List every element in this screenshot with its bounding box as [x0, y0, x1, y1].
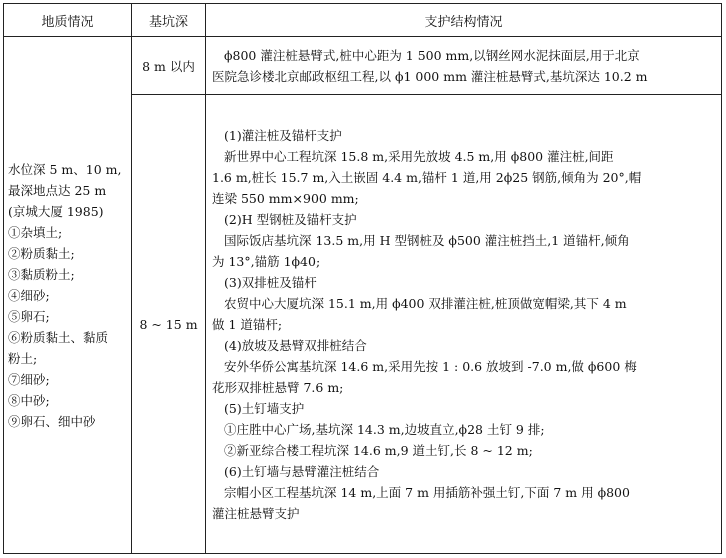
support-cell	[206, 37, 722, 95]
geology-line: ⑤卵石;	[8, 308, 50, 324]
header-support: 支护结构情况	[206, 4, 722, 37]
header-row	[4, 4, 722, 37]
geology-cell	[4, 37, 132, 554]
geology-line: ⑥粉质黏土、黏质	[8, 329, 109, 345]
geology-line: (京城大厦 1985)	[8, 203, 104, 219]
support-heading: (5)土钉墙支护	[224, 400, 305, 416]
support-heading: (3)双排桩及锚杆	[224, 274, 317, 290]
support-cell	[206, 95, 722, 554]
support-line: ϕ800 灌注桩悬臂式,桩中心距为 1 500 mm,以钢丝网水泥抹面层,用于北京	[224, 47, 640, 63]
support-line: 1.6 m,桩长 15.7 m,入土嵌固 4.4 m,锚杆 1 道,用 2ϕ25 钢筋,倾角为 20°,帽	[212, 169, 642, 185]
geology-line: 粉土;	[8, 350, 38, 366]
support-structure-table	[3, 3, 722, 554]
geology-line: ①杂填土;	[8, 224, 63, 240]
support-heading: (4)放坡及悬臂双排桩结合	[224, 337, 367, 353]
support-heading: (1)灌注桩及锚杆支护	[224, 127, 342, 143]
depth-cell: 8 ~ 15 m	[132, 95, 206, 554]
header-geology: 地质情况	[4, 4, 132, 37]
geology-line: 最深地点达 25 m	[8, 182, 107, 198]
support-line: 医院急诊楼北京邮政枢纽工程,以 ϕ1 000 mm 灌注桩悬臂式,基坑深达 10.2 m	[212, 68, 648, 84]
table-row	[4, 37, 722, 95]
support-line: 花形双排桩悬臂 7.6 m;	[212, 379, 344, 395]
support-heading: (6)土钉墙与悬臂灌注桩结合	[224, 463, 380, 479]
support-line: 安外华侨公寓基坑深 14.6 m,采用先按 1 : 0.6 放坡到 -7.0 m,做 ϕ600 梅	[224, 358, 637, 374]
support-line: 新世界中心工程坑深 15.8 m,采用先放坡 4.5 m,用 ϕ800 灌注桩,间距	[224, 148, 614, 164]
support-line: 灌注桩悬臂支护	[212, 505, 300, 521]
support-line: ①庄胜中心广场,基坑深 14.3 m,边坡直立,ϕ28 土钉 9 排;	[224, 421, 545, 437]
support-line: ②新亚综合楼工程坑深 14.6 m,9 道土钉,长 8 ~ 12 m;	[224, 442, 533, 458]
geology-line: ③黏质粉土;	[8, 266, 75, 282]
geology-line: ⑧中砂;	[8, 392, 50, 408]
header-depth: 基坑深	[132, 4, 206, 37]
support-heading: (2)H 型钢桩及锚杆支护	[224, 211, 357, 227]
support-line: 宗帽小区工程基坑深 14 m,上面 7 m 用插筋补强土钉,下面 7 m 用 ϕ800	[224, 484, 630, 500]
geology-line: ②粉质黏土;	[8, 245, 75, 261]
support-line: 国际饭店基坑深 13.5 m,用 H 型钢桩及 ϕ500 灌注桩挡土,1 道锚杆,倾角	[224, 232, 630, 248]
support-line: 连梁 550 mm×900 mm;	[212, 190, 359, 206]
geology-line: ④细砂;	[8, 287, 50, 303]
support-line: 为 13°,锚筋 1ϕ40;	[212, 253, 321, 269]
support-line: 做 1 道锚杆;	[212, 316, 283, 332]
geology-line: ⑦细砂;	[8, 371, 50, 387]
geology-line: ⑨卵石、细中砂	[8, 413, 96, 429]
support-line: 农贸中心大厦坑深 15.1 m,用 ϕ400 双排灌注桩,桩顶做宽帽梁,其下 4 m	[224, 295, 627, 311]
geology-line: 水位深 5 m、10 m,	[8, 161, 122, 177]
depth-cell: 8 m 以内	[132, 37, 206, 95]
